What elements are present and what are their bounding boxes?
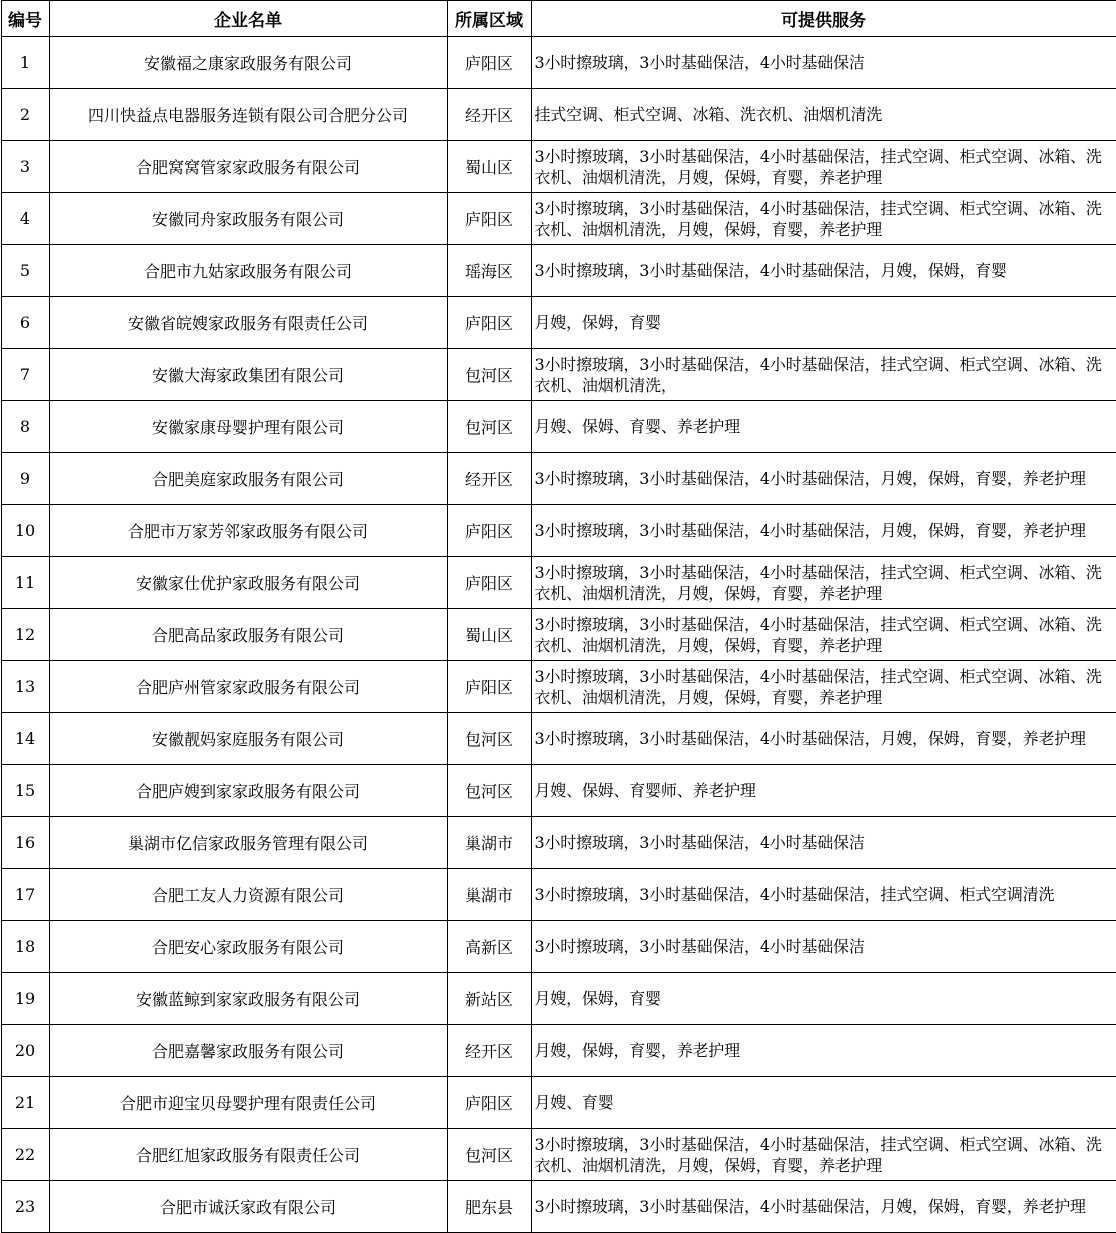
table-row	[1, 921, 1116, 973]
services-list: 月嫂、保姆、育婴师、养老护理	[531, 765, 1116, 817]
area-name: 庐阳区	[447, 505, 531, 557]
row-number: 2	[1, 89, 49, 141]
row-number: 11	[1, 557, 49, 609]
services-list: 3小时擦玻璃，3小时基础保洁，4小时基础保洁，月嫂，保姆，育婴	[531, 245, 1116, 297]
area-name: 蜀山区	[447, 609, 531, 661]
table-row	[1, 193, 1116, 245]
services-list: 3小时擦玻璃，3小时基础保洁，4小时基础保洁，月嫂，保姆，育婴，养老护理	[531, 505, 1116, 557]
company-name: 合肥市迎宝贝母婴护理有限责任公司	[49, 1077, 447, 1129]
table-row	[1, 557, 1116, 609]
table-row	[1, 973, 1116, 1025]
services-list: 月嫂，保姆，育婴	[531, 297, 1116, 349]
header-area: 所属区域	[447, 1, 531, 37]
table-row	[1, 1025, 1116, 1077]
row-number: 22	[1, 1129, 49, 1181]
table-row	[1, 349, 1116, 401]
row-number: 19	[1, 973, 49, 1025]
company-name: 合肥工友人力资源有限公司	[49, 869, 447, 921]
company-name: 合肥安心家政服务有限公司	[49, 921, 447, 973]
company-name: 合肥美庭家政服务有限公司	[49, 453, 447, 505]
services-list: 3小时擦玻璃，3小时基础保洁，4小时基础保洁，挂式空调、柜式空调、冰箱、洗衣机、油烟机清洗，月嫂，保姆，育婴，养老护理	[531, 661, 1116, 713]
row-number: 10	[1, 505, 49, 557]
company-name: 安徽家仕优护家政服务有限公司	[49, 557, 447, 609]
table-row	[1, 609, 1116, 661]
row-number: 17	[1, 869, 49, 921]
area-name: 新站区	[447, 973, 531, 1025]
company-name: 合肥市万家芳邻家政服务有限公司	[49, 505, 447, 557]
area-name: 庐阳区	[447, 37, 531, 89]
services-list: 3小时擦玻璃，3小时基础保洁，4小时基础保洁，月嫂，保姆，育婴，养老护理	[531, 713, 1116, 765]
area-name: 高新区	[447, 921, 531, 973]
table-row	[1, 141, 1116, 193]
table-row	[1, 37, 1116, 89]
services-list: 3小时擦玻璃，3小时基础保洁，4小时基础保洁，挂式空调、柜式空调、冰箱、洗衣机、油烟机清洗，月嫂，保姆，育婴，养老护理	[531, 557, 1116, 609]
row-number: 12	[1, 609, 49, 661]
services-list: 3小时擦玻璃，3小时基础保洁，4小时基础保洁，挂式空调、柜式空调、冰箱、洗衣机、油烟机清洗，月嫂，保姆，育婴，养老护理	[531, 141, 1116, 193]
company-name: 巢湖市亿信家政服务管理有限公司	[49, 817, 447, 869]
company-name: 四川快益点电器服务连锁有限公司合肥分公司	[49, 89, 447, 141]
row-number: 21	[1, 1077, 49, 1129]
services-list: 3小时擦玻璃，3小时基础保洁，4小时基础保洁，挂式空调、柜式空调、冰箱、洗衣机、油烟机清洗，月嫂，保姆，育婴，养老护理	[531, 1129, 1116, 1181]
company-name: 合肥窝窝管家家政服务有限公司	[49, 141, 447, 193]
table-row	[1, 1181, 1116, 1233]
services-list: 3小时擦玻璃，3小时基础保洁，4小时基础保洁，月嫂，保姆，育婴，养老护理	[531, 453, 1116, 505]
row-number: 1	[1, 37, 49, 89]
table-body	[1, 37, 1116, 1233]
company-name: 安徽同舟家政服务有限公司	[49, 193, 447, 245]
row-number: 13	[1, 661, 49, 713]
row-number: 4	[1, 193, 49, 245]
services-list: 3小时擦玻璃，3小时基础保洁，4小时基础保洁，挂式空调、柜式空调、冰箱、洗衣机、油烟机清洗，	[531, 349, 1116, 401]
row-number: 23	[1, 1181, 49, 1233]
area-name: 庐阳区	[447, 193, 531, 245]
table-row	[1, 765, 1116, 817]
table-row	[1, 505, 1116, 557]
header-company-name: 企业名单	[49, 1, 447, 37]
header-num: 编号	[1, 1, 49, 37]
area-name: 包河区	[447, 349, 531, 401]
area-name: 庐阳区	[447, 557, 531, 609]
services-list: 月嫂，保姆，育婴，养老护理	[531, 1025, 1116, 1077]
row-number: 7	[1, 349, 49, 401]
company-name: 合肥庐嫂到家家政服务有限公司	[49, 765, 447, 817]
table-row	[1, 89, 1116, 141]
header-row	[1, 1, 1116, 37]
services-list: 3小时擦玻璃，3小时基础保洁，4小时基础保洁，月嫂，保姆，育婴，养老护理	[531, 1181, 1116, 1233]
table-row	[1, 1077, 1116, 1129]
company-name: 安徽家康母婴护理有限公司	[49, 401, 447, 453]
area-name: 蜀山区	[447, 141, 531, 193]
row-number: 9	[1, 453, 49, 505]
area-name: 巢湖市	[447, 817, 531, 869]
services-list: 挂式空调、柜式空调、冰箱、洗衣机、油烟机清洗	[531, 89, 1116, 141]
services-list: 3小时擦玻璃，3小时基础保洁，4小时基础保洁，挂式空调、柜式空调、冰箱、洗衣机、油烟机清洗，月嫂，保姆，育婴，养老护理	[531, 609, 1116, 661]
company-name: 合肥市诚沃家政有限公司	[49, 1181, 447, 1233]
table-row	[1, 245, 1116, 297]
services-list: 3小时擦玻璃，3小时基础保洁，4小时基础保洁	[531, 37, 1116, 89]
row-number: 5	[1, 245, 49, 297]
table-row	[1, 661, 1116, 713]
row-number: 18	[1, 921, 49, 973]
services-list: 3小时擦玻璃，3小时基础保洁，4小时基础保洁	[531, 921, 1116, 973]
area-name: 庐阳区	[447, 1077, 531, 1129]
company-service-table	[1, 0, 1116, 1233]
area-name: 庐阳区	[447, 297, 531, 349]
table-row	[1, 713, 1116, 765]
company-name: 安徽蓝鲸到家家政服务有限公司	[49, 973, 447, 1025]
table-row	[1, 297, 1116, 349]
row-number: 15	[1, 765, 49, 817]
table-row	[1, 453, 1116, 505]
area-name: 肥东县	[447, 1181, 531, 1233]
row-number: 16	[1, 817, 49, 869]
table-row	[1, 401, 1116, 453]
company-name: 安徽大海家政集团有限公司	[49, 349, 447, 401]
row-number: 6	[1, 297, 49, 349]
company-name: 合肥嘉馨家政服务有限公司	[49, 1025, 447, 1077]
services-list: 月嫂、保姆、育婴、养老护理	[531, 401, 1116, 453]
area-name: 经开区	[447, 89, 531, 141]
company-name: 安徽福之康家政服务有限公司	[49, 37, 447, 89]
company-name: 合肥红旭家政服务有限责任公司	[49, 1129, 447, 1181]
table-row	[1, 817, 1116, 869]
company-name: 合肥市九姑家政服务有限公司	[49, 245, 447, 297]
table-row	[1, 1129, 1116, 1181]
services-list: 月嫂，保姆，育婴	[531, 973, 1116, 1025]
services-list: 3小时擦玻璃，3小时基础保洁，4小时基础保洁	[531, 817, 1116, 869]
area-name: 包河区	[447, 1129, 531, 1181]
row-number: 8	[1, 401, 49, 453]
company-name: 安徽省皖嫂家政服务有限责任公司	[49, 297, 447, 349]
table-row	[1, 869, 1116, 921]
row-number: 20	[1, 1025, 49, 1077]
services-list: 月嫂、育婴	[531, 1077, 1116, 1129]
area-name: 庐阳区	[447, 661, 531, 713]
services-list: 3小时擦玻璃，3小时基础保洁，4小时基础保洁，挂式空调、柜式空调清洗	[531, 869, 1116, 921]
area-name: 瑶海区	[447, 245, 531, 297]
area-name: 巢湖市	[447, 869, 531, 921]
header-services: 可提供服务	[531, 1, 1116, 37]
services-list: 3小时擦玻璃，3小时基础保洁，4小时基础保洁，挂式空调、柜式空调、冰箱、洗衣机、油烟机清洗，月嫂，保姆，育婴，养老护理	[531, 193, 1116, 245]
company-name: 安徽靓妈家庭服务有限公司	[49, 713, 447, 765]
company-name: 合肥庐州管家家政服务有限公司	[49, 661, 447, 713]
company-name: 合肥高品家政服务有限公司	[49, 609, 447, 661]
area-name: 经开区	[447, 1025, 531, 1077]
area-name: 经开区	[447, 453, 531, 505]
row-number: 14	[1, 713, 49, 765]
area-name: 包河区	[447, 765, 531, 817]
area-name: 包河区	[447, 401, 531, 453]
row-number: 3	[1, 141, 49, 193]
area-name: 包河区	[447, 713, 531, 765]
